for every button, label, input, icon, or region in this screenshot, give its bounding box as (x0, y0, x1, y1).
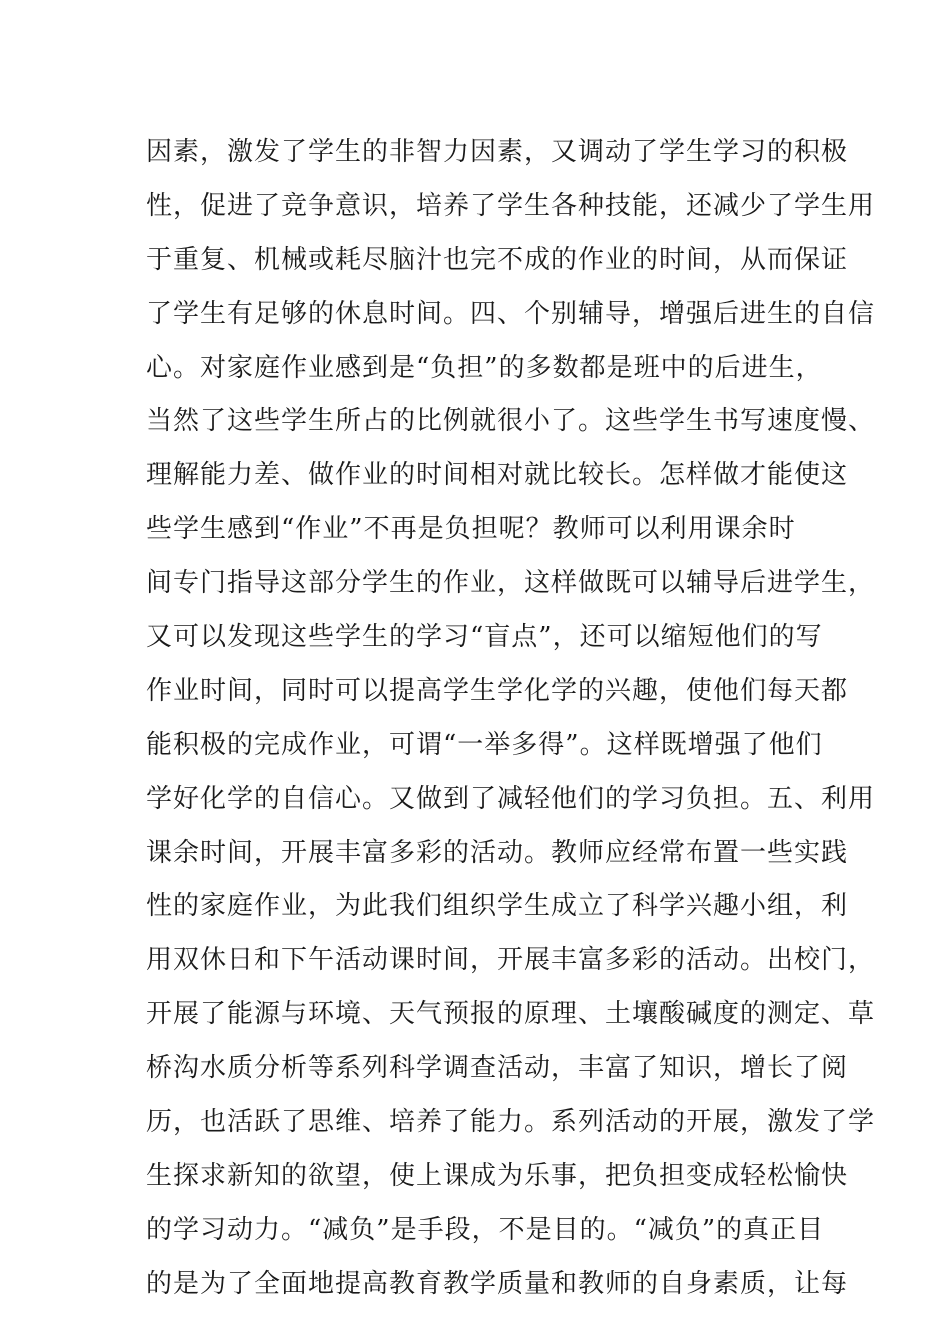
text-line: 些学生感到“作业”不再是负担呢？教师可以利用课余时 (146, 514, 796, 545)
text-line: 于重复、机械或耗尽脑汁也完不成的作业的时间，从而保证 (146, 244, 849, 275)
text-line: 间专门指导这部分学生的作业，这样做既可以辅导后进学生， (146, 568, 876, 599)
text-line: 用双休日和下午活动课时间，开展丰富多彩的活动。出校门， (146, 945, 876, 976)
text-line: 因素，激发了学生的非智力因素，又调动了学生学习的积极 (146, 137, 849, 167)
text-line: 作业时间，同时可以提高学生学化学的兴趣，使他们每天都 (146, 675, 849, 706)
text-line: 理解能力差、做作业的时间相对就比较长。怎样做才能使这 (146, 460, 849, 491)
text-line: 能积极的完成作业，可谓“一举多得”。这样既增强了他们 (146, 729, 823, 760)
text-line: 性，促进了竞争意识，培养了学生各种技能，还减少了学生用 (146, 190, 876, 221)
text-line: 生探求新知的欲望，使上课成为乐事，把负担变成轻松愉快 (146, 1160, 849, 1191)
text-line: 历，也活跃了思维、培养了能力。系列活动的开展，激发了学 (146, 1107, 876, 1138)
text-line: 开展了能源与环境、天气预报的原理、土壤酸碱度的测定、草 (146, 999, 876, 1030)
text-line: 桥沟水质分析等系列科学调查活动，丰富了知识，增长了阅 (146, 1053, 849, 1084)
text-line: 心。对家庭作业感到是“负担”的多数都是班中的后进生， (146, 352, 823, 383)
text-line: 又可以发现这些学生的学习“盲点”，还可以缩短他们的写 (146, 622, 823, 653)
text-line: 学好化学的自信心。又做到了减轻他们的学习负担。五、利用 (146, 783, 876, 814)
text-line: 了学生有足够的休息时间。四、个别辅导，增强后进生的自信 (146, 298, 876, 329)
text-line: 的学习动力。“减负”是手段，不是目的。“减负”的真正目 (146, 1214, 825, 1245)
body-text (146, 130, 876, 1316)
text-line: 性的家庭作业，为此我们组织学生成立了科学兴趣小组，利 (146, 891, 849, 922)
text-line: 课余时间，开展丰富多彩的活动。教师应经常布置一些实践 (146, 837, 849, 868)
text-line: 当然了这些学生所占的比例就很小了。这些学生书写速度慢、 (146, 406, 876, 437)
text-line: 的是为了全面地提高教育教学质量和教师的自身素质，让每 (146, 1268, 849, 1299)
